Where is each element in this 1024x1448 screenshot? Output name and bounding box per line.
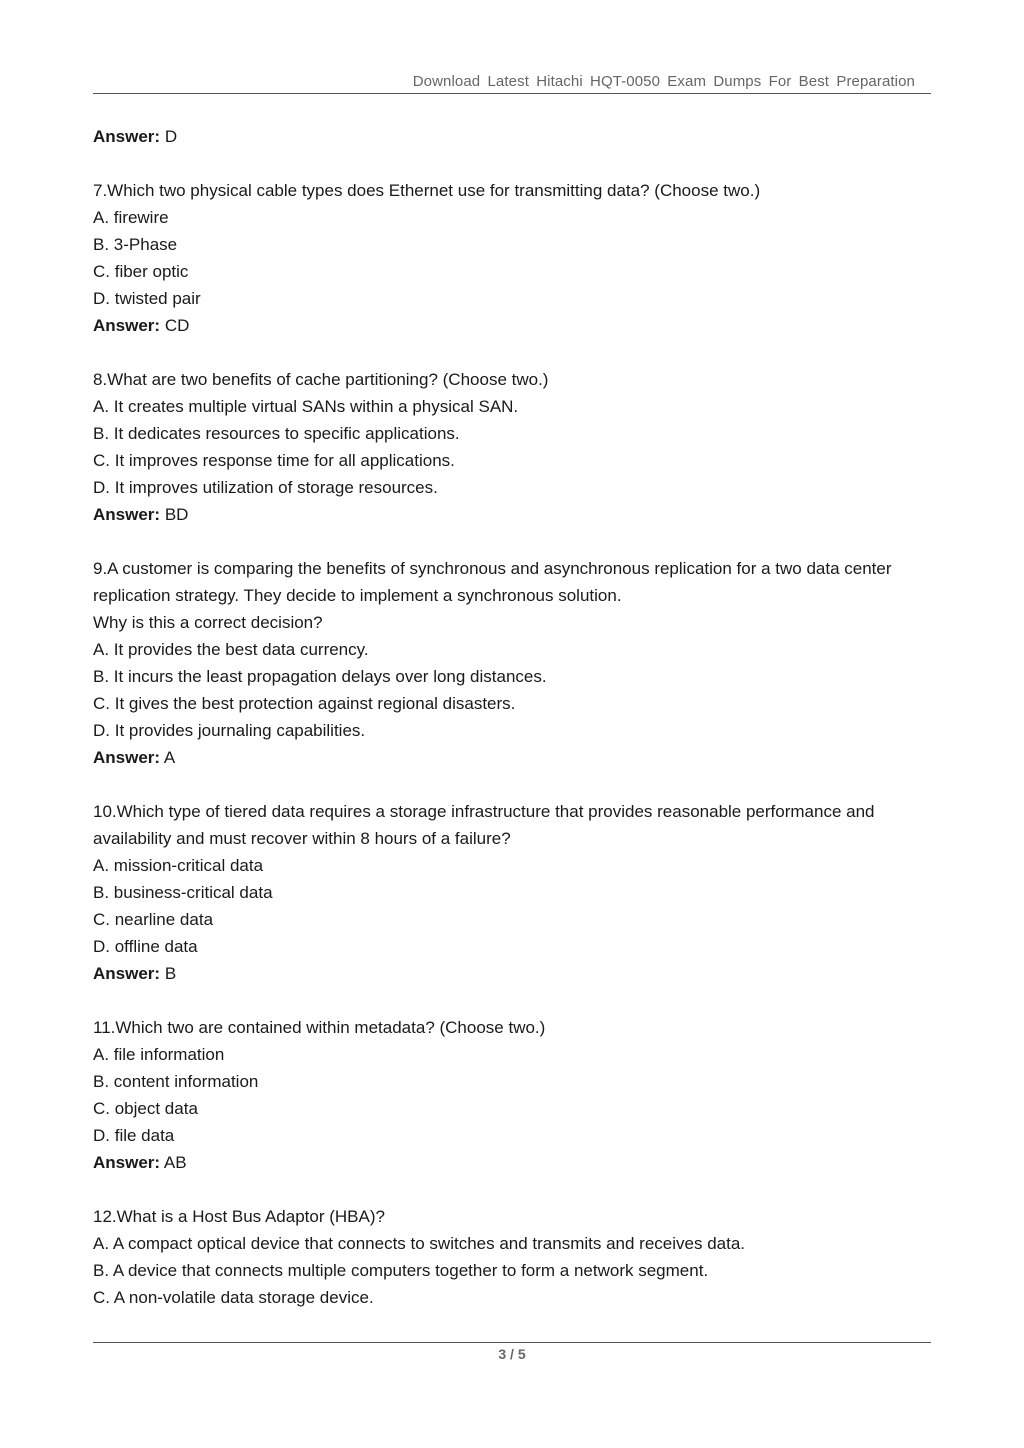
question-block-10 <box>93 798 933 987</box>
spacer <box>93 771 933 798</box>
question-text: 7.Which two physical cable types does Ethernet use for transmitting data? (Choose two.) <box>93 181 761 200</box>
question-block-12 <box>93 1203 933 1311</box>
question-block-8 <box>93 366 933 528</box>
document-body <box>93 123 933 1311</box>
answer-line <box>93 960 933 987</box>
spacer <box>93 339 933 366</box>
spacer <box>93 987 933 1014</box>
answer-line <box>93 1149 933 1176</box>
answer-value: B <box>164 964 177 983</box>
spacer <box>93 528 933 555</box>
answer-label: Answer: <box>93 316 161 335</box>
footer-divider <box>93 1342 931 1343</box>
question-text: 11.Which two are contained within metadata? (Choose two.) <box>93 1018 546 1037</box>
option-a: A. mission-critical data <box>93 856 264 875</box>
question-text: 9.A customer is comparing the benefits of synchronous and asynchronous replication for a two data center replication strategy. They decide to implement a synchronous solution. <box>93 559 892 605</box>
answer-value: D <box>164 127 178 146</box>
option-c: C. object data <box>93 1099 198 1118</box>
question-block-11 <box>93 1014 933 1176</box>
page-header: Download Latest Hitachi HQT-0050 Exam Dumps For Best Preparation <box>412 73 915 90</box>
option-c: C. It gives the best protection against regional disasters. <box>93 694 516 713</box>
option-d: D. It improves utilization of storage resources. <box>93 478 438 497</box>
option-b: B. 3-Phase <box>93 235 178 254</box>
answer-line <box>93 501 933 528</box>
answer-label: Answer: <box>93 127 161 146</box>
answer-line <box>93 744 933 771</box>
option-a: A. A compact optical device that connects to switches and transmits and receives data. <box>93 1234 746 1253</box>
answer-line <box>93 312 933 339</box>
option-d: D. twisted pair <box>93 289 201 308</box>
option-b: B. business-critical data <box>93 883 273 902</box>
answer-label: Answer: <box>93 505 161 524</box>
option-b: B. content information <box>93 1072 259 1091</box>
question-text: 12.What is a Host Bus Adaptor (HBA)? <box>93 1207 385 1226</box>
option-a: A. file information <box>93 1045 225 1064</box>
option-a: A. firewire <box>93 208 169 227</box>
spacer <box>93 1176 933 1203</box>
answer-label: Answer: <box>93 964 161 983</box>
option-a: A. It provides the best data currency. <box>93 640 369 659</box>
spacer <box>93 150 933 177</box>
answer-value: A <box>163 748 176 767</box>
option-b: B. It incurs the least propagation delays over long distances. <box>93 667 547 686</box>
option-b: B. A device that connects multiple computers together to form a network segment. <box>93 1261 709 1280</box>
option-b: B. It dedicates resources to specific applications. <box>93 424 460 443</box>
question-block-7 <box>93 177 933 339</box>
page-number: 3 / 5 <box>498 1346 526 1362</box>
answer-label: Answer: <box>93 1153 161 1172</box>
answer-value: BD <box>164 505 189 524</box>
question-text: 8.What are two benefits of cache partitioning? (Choose two.) <box>93 370 549 389</box>
option-a: A. It creates multiple virtual SANs within a physical SAN. <box>93 397 519 416</box>
option-c: C. A non-volatile data storage device. <box>93 1288 374 1307</box>
question-text-continued: Why is this a correct decision? <box>93 613 323 632</box>
answer-value: CD <box>164 316 190 335</box>
option-d: D. offline data <box>93 937 198 956</box>
question-block-9 <box>93 555 933 771</box>
question-text: 10.Which type of tiered data requires a storage infrastructure that provides reasonable performance and availability and must recover within 8 hours of a failure? <box>93 802 875 848</box>
header-divider <box>93 93 931 94</box>
option-d: D. file data <box>93 1126 175 1145</box>
answer-line <box>93 123 933 150</box>
option-d: D. It provides journaling capabilities. <box>93 721 366 740</box>
option-c: C. nearline data <box>93 910 214 929</box>
answer-value: AB <box>163 1153 187 1172</box>
answer-label: Answer: <box>93 748 161 767</box>
option-c: C. It improves response time for all applications. <box>93 451 455 470</box>
option-c: C. fiber optic <box>93 262 189 281</box>
